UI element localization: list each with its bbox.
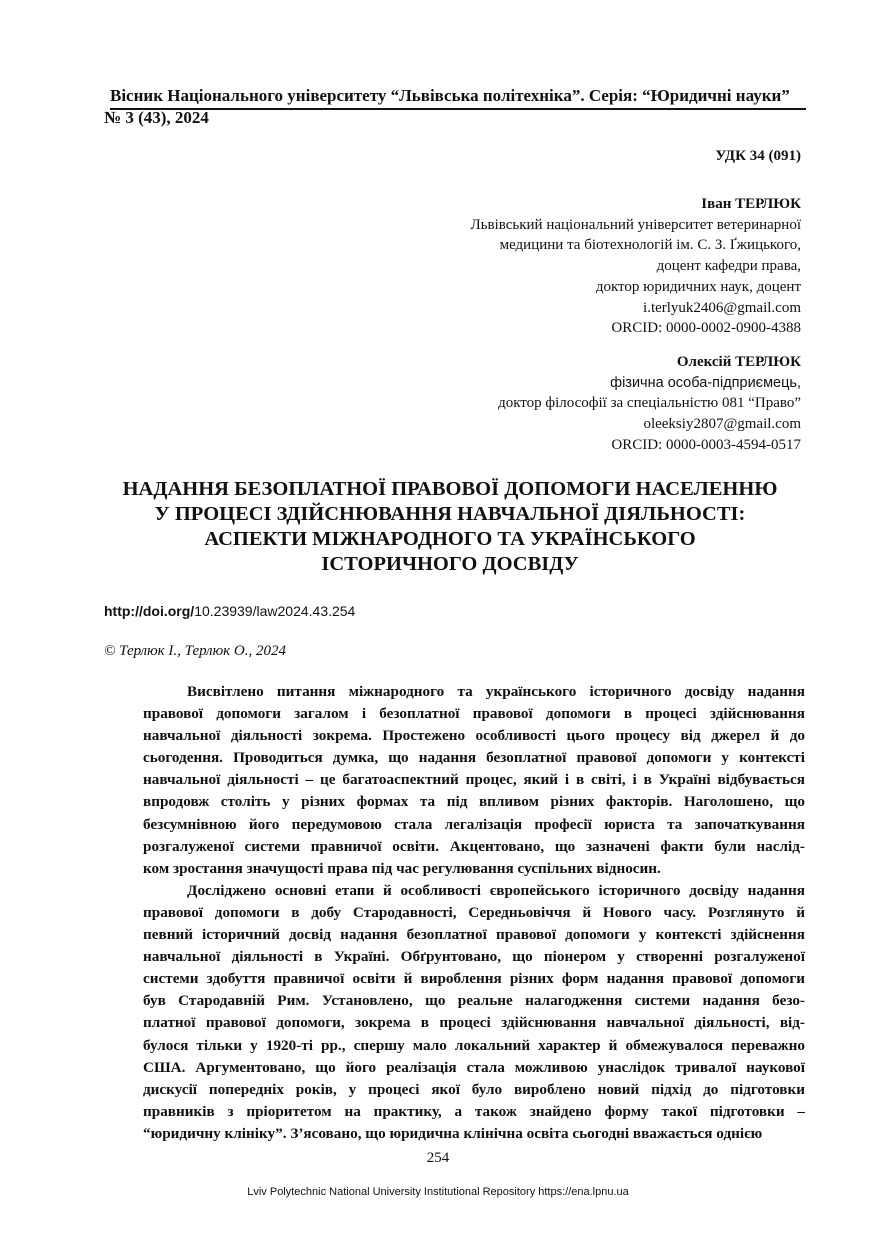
abstract-line: певний історичний досвід надання безоплатної правової допомоги у контексті здійснення [143,926,805,944]
abstract-line: навчальної діяльності – це багатоаспектний процес, який і в світі, і в Україні відбувається [143,771,805,789]
repository-footer: Lviv Polytechnic National University Institutional Repository https://ena.lpnu.ua [247,1186,629,1198]
author-block-1 [470,194,801,339]
abstract-line: “юридичну клініку”. З’ясовано, що юридична клінічна освіта сьогодні вважається однією [143,1124,763,1142]
copyright: © Терлюк І., Терлюк О., 2024 [104,643,287,659]
abstract-paragraph [143,681,805,880]
abstract-line: системи здобуття правничої освіти й вироблення різних форм надання правової допомоги [143,970,805,988]
doi-prefix: http://doi.org/ [104,603,195,619]
doi-suffix: 10.23939/law2024.43.254 [194,603,356,619]
abstract-line: Досліджено основні етапи й особливості європейського історичного досвіду надання [187,881,805,899]
title-line: НАДАННЯ БЕЗОПЛАТНОЇ ПРАВОВОЇ ДОПОМОГИ НАСЕЛЕННЮ [122,478,778,500]
journal-header: Вісник Національного університету “Львівська політехніка”. Серія: “Юридичні науки” [110,86,806,110]
author-position: доцент кафедри права, [656,258,801,275]
author-email[interactable]: oleeksiy2807@gmail.com [643,416,801,433]
author-name: Олексій ТЕРЛЮК [676,354,801,370]
title-line: ІСТОРИЧНОГО ДОСВІДУ [321,553,579,575]
article-title [100,477,800,577]
abstract-line: США. Аргументовано, що його реалізація стала можливою унаслідок тривалої наукової [143,1058,805,1076]
abstract-line: Висвітлено питання міжнародного та українського історичного досвіду надання [187,683,805,700]
author-name: Іван ТЕРЛЮК [701,196,801,212]
page-number: 254 [426,1150,450,1166]
abstract-line: впродовж століть у різних формах та під впливом різних факторів. Наголошено, що [143,793,805,811]
author-degree: доктор юридичних наук, доцент [595,278,801,295]
author-orcid: ORCID: 0000-0002-0900-4388 [611,320,801,337]
abstract-line: розгалуженої системи правничої освіти. Акцентовано, що зазначені факти були наслід- [143,837,805,855]
abstract-line: правової допомоги в добу Стародавності, Середньовіччя й Нового часу. Розглянуто й [143,903,805,921]
author-block-2 [498,352,801,456]
author-affiliation: медицини та біотехнологій ім. С. З. Ґжицького, [499,237,801,254]
abstract-line: ком зростання значущості права під час регулювання суспільних відносин. [143,859,661,877]
author-degree: доктор філософії за спеціальністю 081 “Право” [498,395,801,412]
author-orcid: ORCID: 0000-0003-4594-0517 [611,436,801,453]
author-email[interactable]: i.terlyuk2406@gmail.com [643,299,801,316]
abstract-line: правників з пріоритетом на практику, а також знайдено форму такої підготовки – [143,1102,805,1120]
author-role: фізична особа-підприємець, [610,374,801,391]
udk-code: УДК 34 (091) [715,148,801,164]
abstract-line: навчальної діяльності зокрема. Простежено особливості цього процесу від джерел й до [143,727,805,745]
abstract-paragraph [143,880,805,1145]
abstract-line: платної правової допомоги, зокрема в процесі здійснювання навчальної діяльності, від- [143,1014,805,1032]
abstract [143,681,805,1145]
abstract-line: сьогодення. Проводиться думка, що надання безоплатної правової допомоги у контексті [143,749,805,767]
author-affiliation: Львівський національний університет ветеринарної [470,216,801,233]
abstract-line: булося тільки у 1920-ті рр., спершу мало локальний характер й обмежувалося переважно [143,1036,805,1054]
title-line: АСПЕКТИ МІЖНАРОДНОГО ТА УКРАЇНСЬКОГО [204,528,696,550]
doi-link[interactable] [104,603,355,619]
abstract-line: був Стародавній Рим. Установлено, що реальне налагодження системи надання безо- [143,992,805,1010]
abstract-line: правової допомоги загалом і безоплатної правової допомоги в процесі здійснювання [143,705,805,723]
abstract-line: навчальної діяльності в Україні. Обґрунтовано, що піонером у створенні розгалуженої [143,948,805,966]
title-line: У ПРОЦЕСІ ЗДІЙСНЮВАННЯ НАВЧАЛЬНОЇ ДІЯЛЬНОСТІ: [154,503,746,525]
abstract-line: безсумнівною його передумовою стала легалізація професії юриста та започаткування [143,815,805,833]
issue-number: № 3 (43), 2024 [104,108,209,127]
abstract-line: дискусії попередніх років, у процесі якої було вироблено новий підхід до підготовки [143,1080,805,1098]
